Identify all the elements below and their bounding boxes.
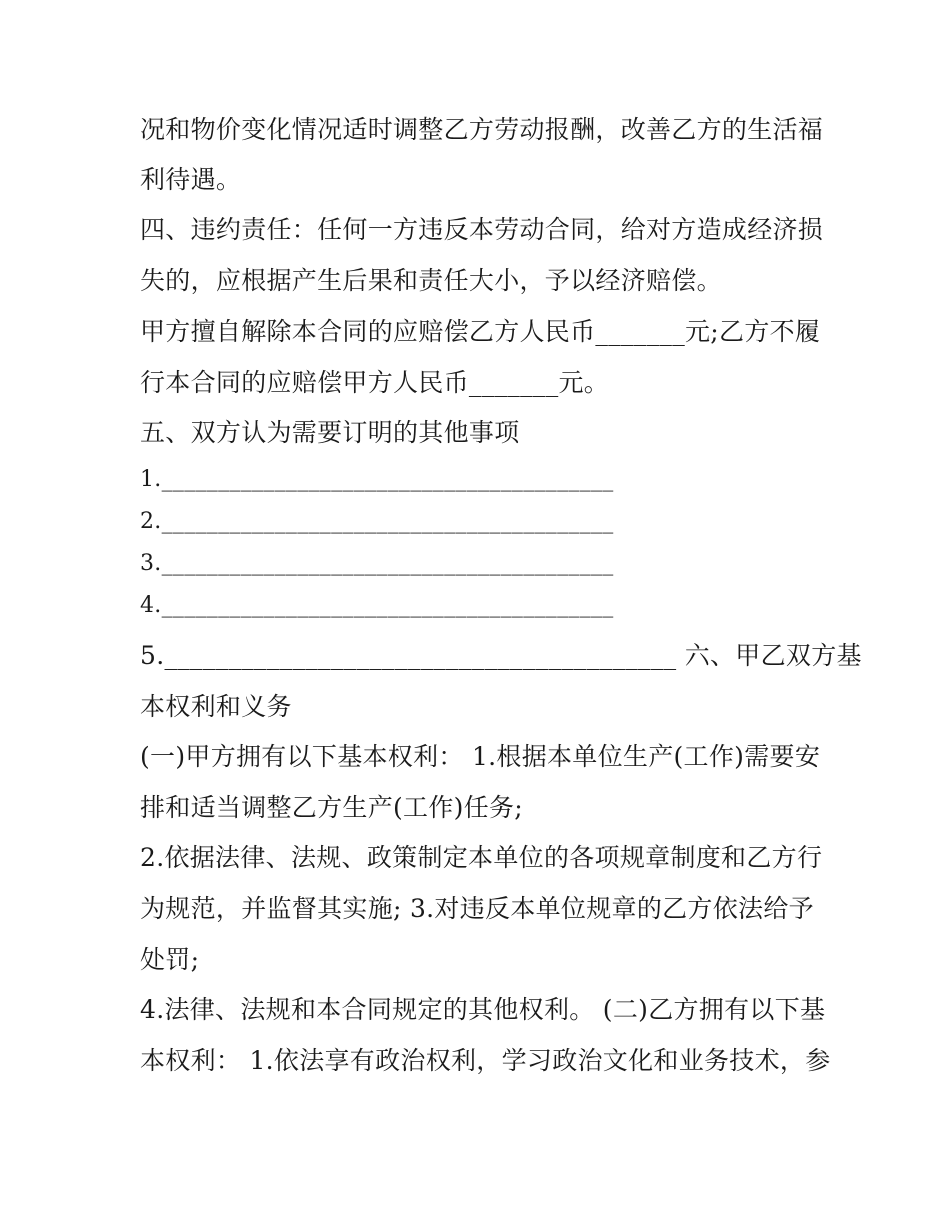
blank-item-2: 2.________________________________________ <box>140 509 614 534</box>
blank-item-1: 1.________________________________________ <box>140 467 614 492</box>
section-heading: 五、双方认为需要订明的其他事项 <box>140 418 520 447</box>
text-line: 行本合同的应赔偿甲方人民币_______元。 <box>140 368 610 397</box>
text-line: 4.法律、法规和本合同规定的其他权利。 (二)乙方拥有以下基 <box>140 995 826 1024</box>
text-line: 甲方擅自解除本合同的应赔偿乙方人民币_______元;乙方不履 <box>140 317 821 346</box>
text-line: 本权利和义务 <box>140 692 292 721</box>
blank-item-5: 5.________________________________________ 六、甲乙双方基 <box>140 641 862 670</box>
text-line: 处罚; <box>140 945 200 974</box>
text-line: 四、违约责任：任何一方违反本劳动合同，给对方造成经济损 <box>140 215 824 244</box>
text-line: 本权利： 1.依法享有政治权利，学习政治文化和业务技术，参 <box>140 1046 831 1075</box>
blank-item-3: 3.________________________________________ <box>140 551 614 576</box>
text-line: 利待遇。 <box>140 165 242 194</box>
blank-item-4: 4.________________________________________ <box>140 593 614 618</box>
text-line: 2.依据法律、法规、政策制定本单位的各项规章制度和乙方行 <box>140 843 823 872</box>
text-line: 况和物价变化情况适时调整乙方劳动报酬，改善乙方的生活福 <box>140 115 824 144</box>
text-line: (一)甲方拥有以下基本权利： 1.根据本单位生产(工作)需要安 <box>140 742 821 771</box>
text-line: 为规范，并监督其实施; 3.对违反本单位规章的乙方依法给予 <box>140 894 814 923</box>
text-line: 失的，应根据产生后果和责任大小，予以经济赔偿。 <box>140 266 722 295</box>
text-line: 排和适当调整乙方生产(工作)任务; <box>140 793 524 822</box>
